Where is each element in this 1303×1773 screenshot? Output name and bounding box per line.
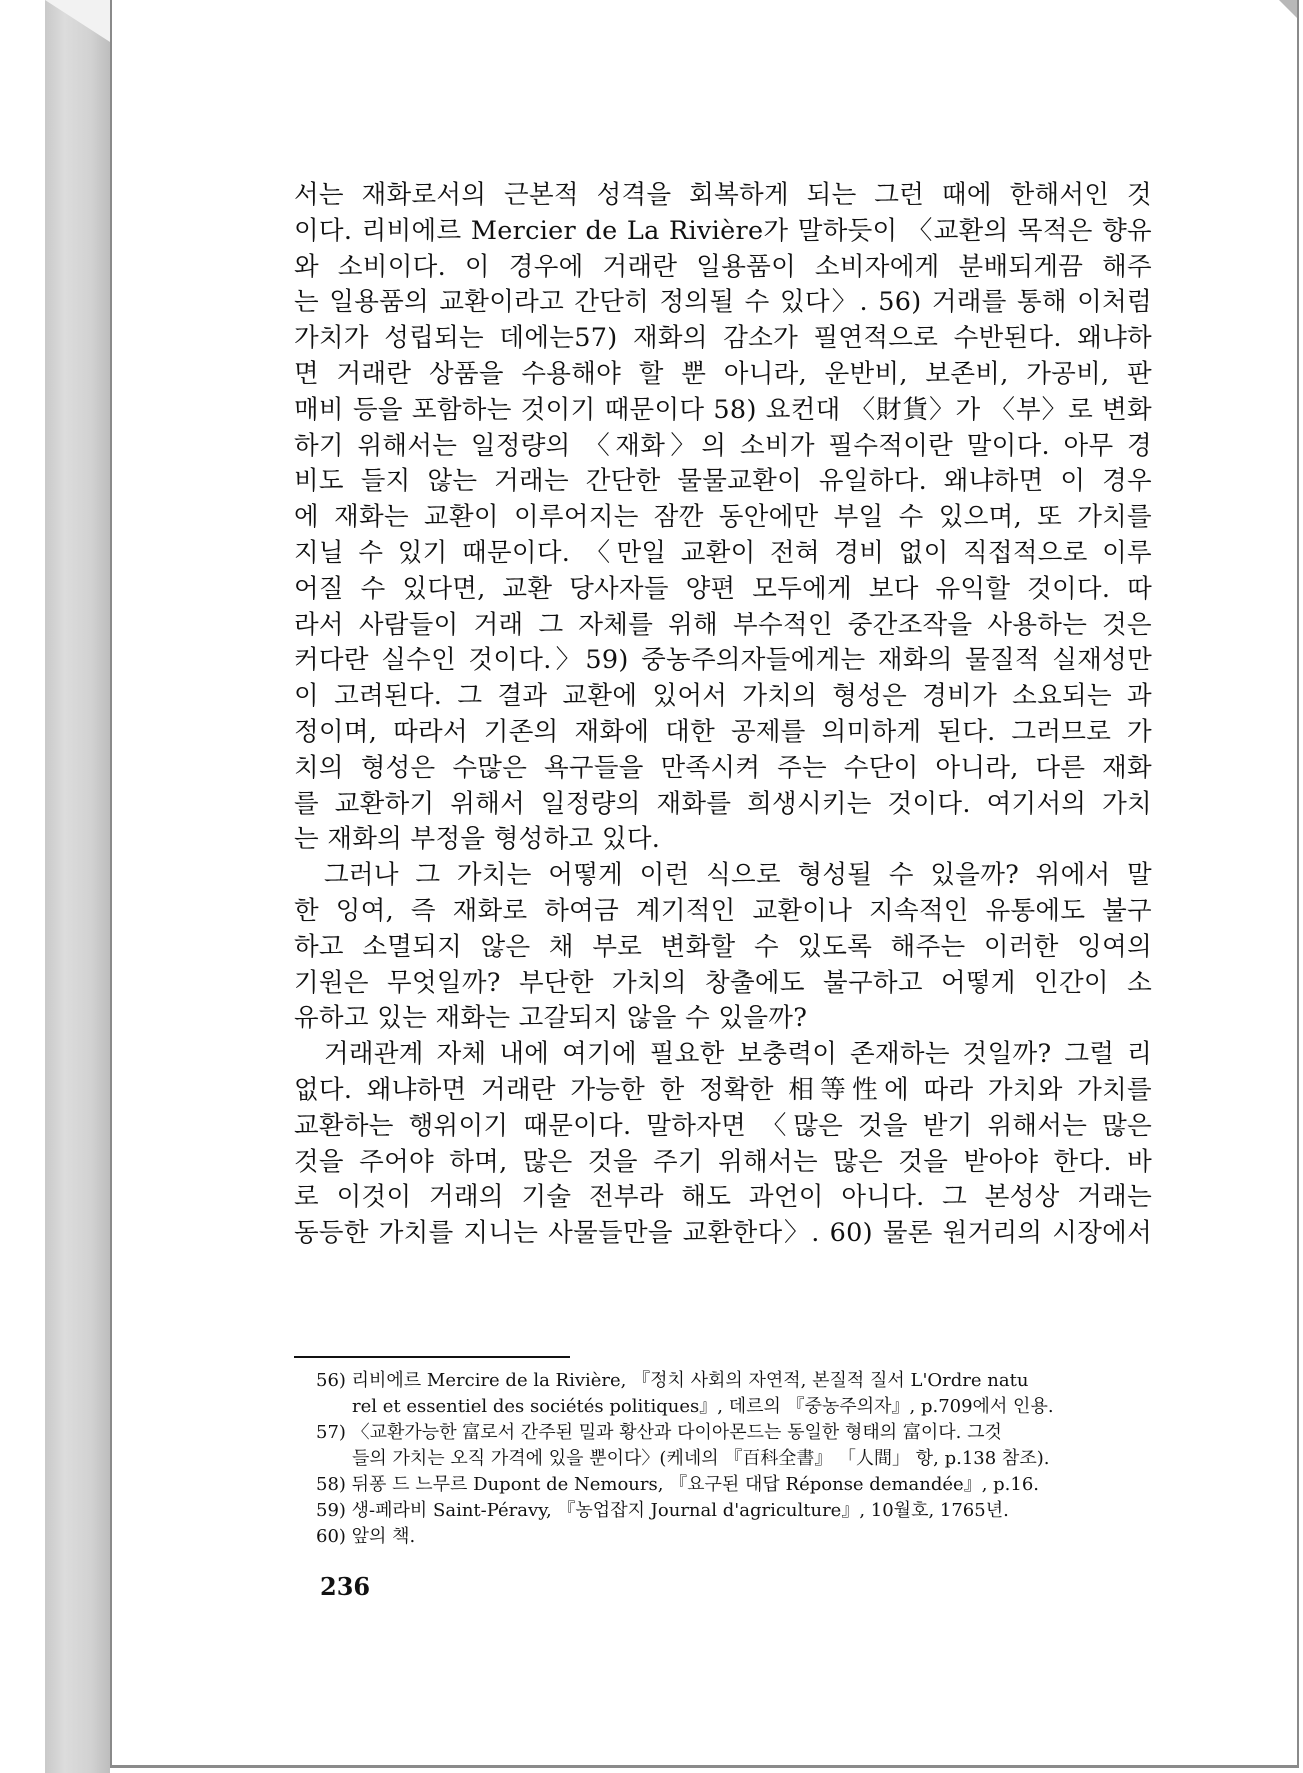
body-line: 면 거래란 상품을 수용해야 할 뿐 아니라, 운반비, 보존비, 가공비, 판 bbox=[294, 358, 1152, 389]
page-number: 236 bbox=[320, 1572, 371, 1601]
body-line: 로 이것이 거래의 기술 전부라 해도 과언이 아니다. 그 본성상 거래는 bbox=[294, 1182, 1152, 1213]
body-line: 기원은 무엇일까? 부단한 가치의 창출에도 불구하고 어떻게 인간이 소 bbox=[294, 967, 1152, 998]
footnotes bbox=[316, 1368, 1156, 1550]
body-line: 이 고려된다. 그 결과 교환에 있어서 가치의 형성은 경비가 소요되는 과 bbox=[294, 681, 1152, 712]
body-line: 커다란 실수인 것이다.〉59) 중농주의자들에게는 재화의 물질적 실재성만 bbox=[294, 645, 1152, 676]
body-line: 없다. 왜냐하면 거래란 가능한 한 정확한 相等性에 따라 가치와 가치를 bbox=[294, 1074, 1152, 1105]
body-line: 라서 사람들이 거래 그 자체를 위해 부수적인 중간조작을 사용하는 것은 bbox=[294, 609, 1152, 640]
body-line: 는 재화의 부정을 형성하고 있다. bbox=[294, 824, 661, 855]
body-line: 하기 위해서는 일정량의 〈재화〉의 소비가 필수적이란 말이다. 아무 경 bbox=[294, 430, 1152, 461]
body-line: 지닐 수 있기 때문이다. 〈만일 교환이 전혀 경비 없이 직접적으로 이루 bbox=[294, 537, 1152, 568]
page-corner bbox=[1279, 0, 1297, 18]
footnote-line: 59) 생-페라비 Saint-Péravy, 『농업잡지 Journal d'agriculture』, 10월호, 1765년. bbox=[316, 1500, 1009, 1521]
body-line: 이다. 리비에르 Mercier de La Rivière가 말하듯이 〈교환의 목적은 향유 bbox=[294, 215, 1152, 246]
body-line: 그러나 그 가치는 어떻게 이런 식으로 형성될 수 있을까? 위에서 말 bbox=[324, 860, 1152, 891]
body-line: 거래관계 자체 내에 여기에 필요한 보충력이 존재하는 것일까? 그럴 리 bbox=[324, 1039, 1152, 1070]
body-line: 를 교환하기 위해서 일정량의 재화를 희생시키는 것이다. 여기서의 가치 bbox=[294, 788, 1152, 819]
body-line: 유하고 있는 재화는 고갈되지 않을 수 있을까? bbox=[294, 1003, 808, 1034]
body-line: 정이며, 따라서 기존의 재화에 대한 공제를 의미하게 된다. 그러므로 가 bbox=[294, 716, 1152, 747]
footnote-line: 58) 뒤퐁 드 느무르 Dupont de Nemours, 『요구된 대답 Réponse demandée』, p.16. bbox=[316, 1474, 1040, 1495]
body-line: 서는 재화로서의 근본적 성격을 회복하게 되는 그런 때에 한해서인 것 bbox=[294, 180, 1152, 210]
body-line: 어질 수 있다면, 교환 당사자들 양편 모두에게 보다 유익할 것이다. 따 bbox=[294, 573, 1152, 604]
body-line: 가치가 성립되는 데에는57) 재화의 감소가 필연적으로 수반된다. 왜냐하 bbox=[294, 323, 1152, 354]
body-line: 에 재화는 교환이 이루어지는 잠깐 동안에만 부일 수 있으며, 또 가치를 bbox=[294, 502, 1152, 533]
body-line: 치의 형성은 수많은 욕구들을 만족시켜 주는 수단이 아니라, 다른 재화 bbox=[294, 752, 1152, 783]
body-line: 것을 주어야 하며, 많은 것을 주기 위해서는 많은 것을 받아야 한다. 바 bbox=[294, 1146, 1152, 1177]
footnote-line: 60) 앞의 책. bbox=[316, 1526, 416, 1547]
body-line: 매비 등을 포함하는 것이기 때문이다 58) 요컨대 〈財貨〉가 〈부〉로 변화 bbox=[294, 394, 1152, 425]
body-line: 는 일용품의 교환이라고 간단히 정의될 수 있다〉. 56) 거래를 통해 이처럼 bbox=[294, 287, 1152, 318]
body-line: 교환하는 행위이기 때문이다. 말하자면 〈많은 것을 받기 위해서는 많은 bbox=[294, 1110, 1152, 1141]
body-line: 비도 들지 않는 거래는 간단한 물물교환이 유일하다. 왜냐하면 이 경우 bbox=[294, 466, 1152, 497]
body-line: 동등한 가치를 지니는 사물들만을 교환한다〉. 60) 물론 원거리의 시장에서 bbox=[294, 1218, 1152, 1249]
book-spine-top bbox=[45, 0, 110, 42]
footnote-rule bbox=[294, 1356, 570, 1358]
footnote-line: 56) 리비에르 Mercire de la Rivière, 『정치 사회의 자연적, 본질적 질서 L'Ordre natu bbox=[316, 1370, 1029, 1391]
body-line: 하고 소멸되지 않은 채 부로 변화할 수 있도록 해주는 이러한 잉여의 bbox=[294, 931, 1152, 962]
body-text bbox=[294, 178, 1152, 1252]
book-spine bbox=[45, 0, 110, 1773]
footnote-line: 들의 가치는 오직 가격에 있을 뿐이다〉(케네의 『百科全書』 「人間」 항, p.138 참조). bbox=[352, 1448, 1050, 1469]
footnote-line: 57) 〈교환가능한 富로서 간주된 밀과 황산과 다이아몬드는 동일한 형태의 富이다. 그것 bbox=[316, 1422, 1002, 1443]
body-line: 와 소비이다. 이 경우에 거래란 일용품이 소비자에게 분배되게끔 해주 bbox=[294, 251, 1152, 282]
footnote-line: rel et essentiel des sociétés politiques』, 데르의 『중농주의자』, p.709에서 인용. bbox=[352, 1396, 1054, 1417]
body-line: 한 잉여, 즉 재화로 하여금 계기적인 교환이나 지속적인 유통에도 불구 bbox=[294, 895, 1152, 926]
